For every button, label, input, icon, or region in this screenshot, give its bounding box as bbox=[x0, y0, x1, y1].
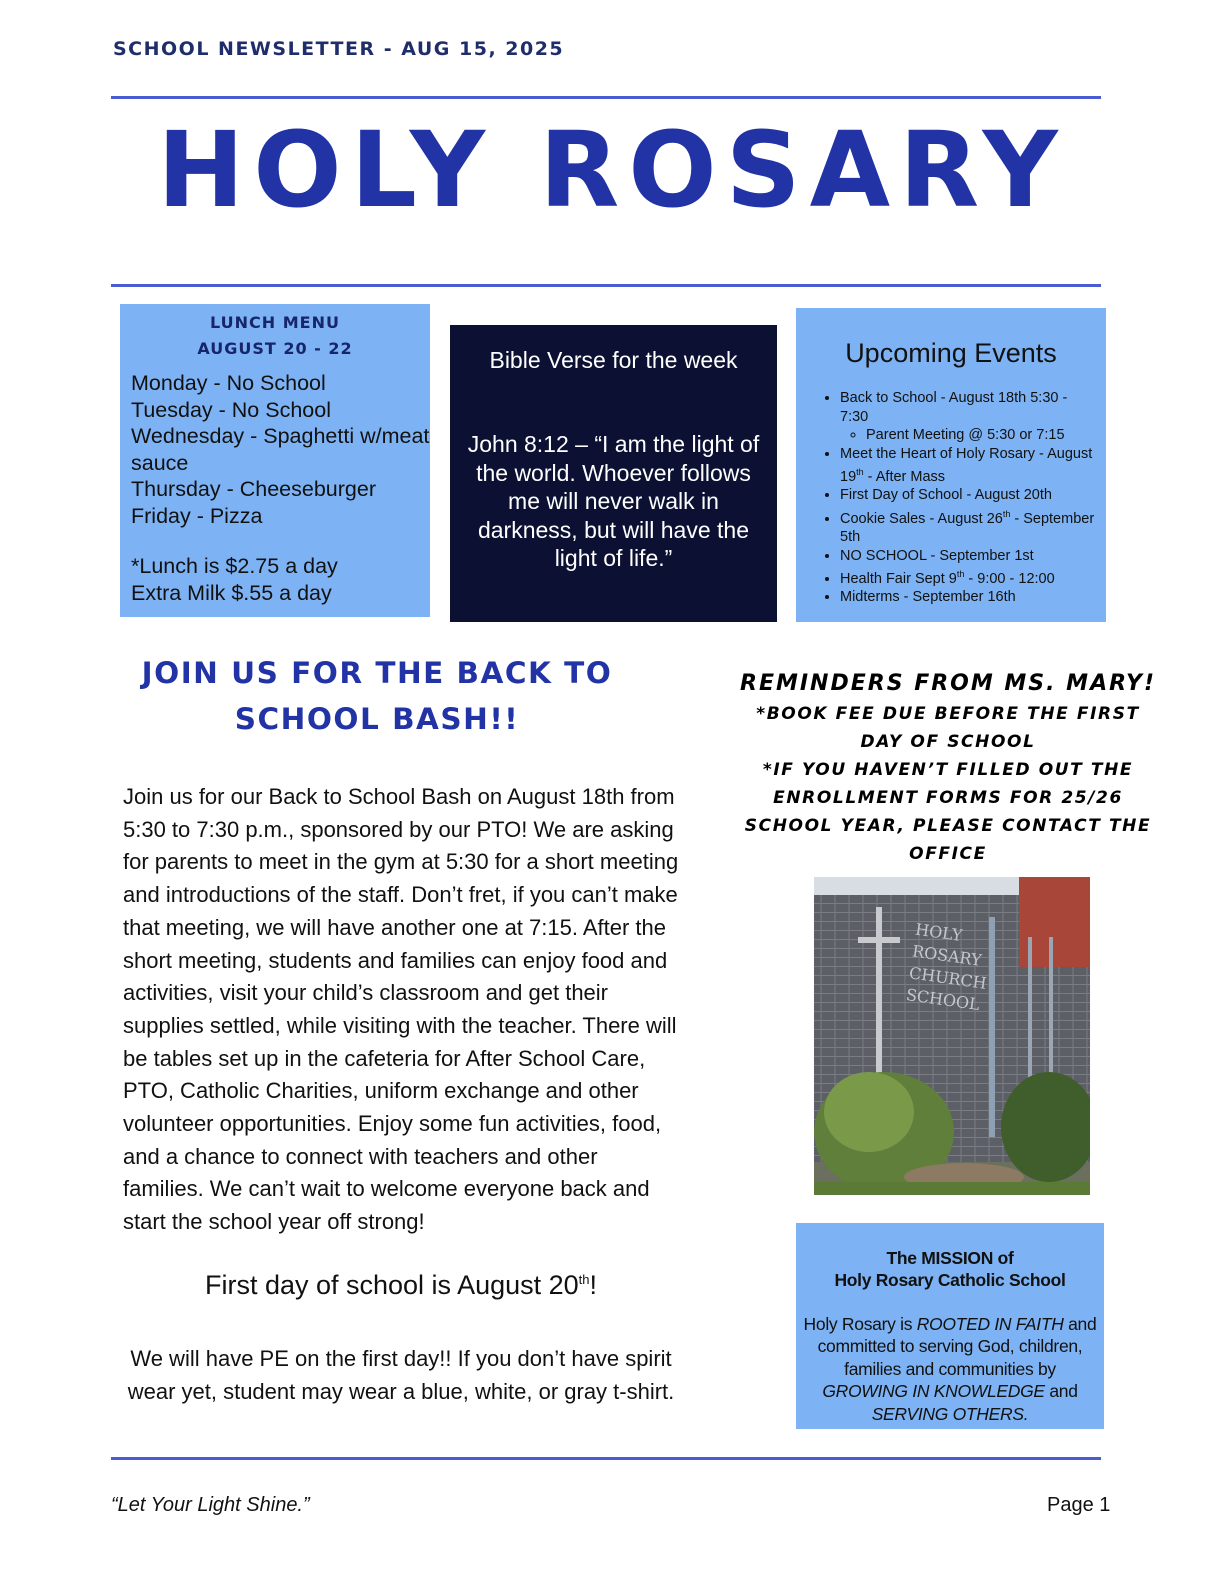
page-number: Page 1 bbox=[1047, 1494, 1111, 1516]
milk-price-note: Extra Milk $.55 a day bbox=[131, 580, 332, 605]
event-item: • First Day of School - August 20th bbox=[840, 486, 1098, 505]
first-day-note: First day of school is August 20th! bbox=[204, 1270, 598, 1300]
lunch-item: sauce bbox=[131, 450, 189, 475]
events-list bbox=[840, 389, 1098, 607]
sign-text: HOLY bbox=[914, 919, 964, 946]
mission-title: The MISSION of bbox=[886, 1248, 1014, 1268]
title-divider bbox=[111, 284, 1101, 287]
lunch-menu-heading: LUNCH MENU bbox=[210, 313, 340, 332]
lunch-item: Thursday - Cheeseburger bbox=[131, 477, 376, 501]
bible-verse-heading: Bible Verse for the week bbox=[489, 347, 738, 373]
article-heading: JOIN US FOR THE BACK TO SCHOOL BASH!! bbox=[141, 656, 613, 736]
reminder-book-fee: *BOOK FEE DUE BEFORE THE FIRST DAY OF SCHOOL bbox=[756, 704, 1140, 752]
footer-divider bbox=[111, 1457, 1101, 1460]
sign-text: ROSARY bbox=[911, 941, 983, 970]
mission-statement: Holy Rosary is ROOTED IN FAITH and committed to serving God, children, families and communities by GROWING IN KNOWLEDGE and SERVING OTHERS. bbox=[803, 1314, 1097, 1424]
bible-verse-text: John 8:12 – “I am the light of the world. Whoever follows me will never walk in darkness, but will have the light of life.” bbox=[467, 431, 760, 571]
lunch-menu-box bbox=[120, 304, 430, 617]
upcoming-events-heading: Upcoming Events bbox=[845, 338, 1057, 368]
page-title: HOLY ROSARY bbox=[157, 109, 1067, 231]
mission-school-name: Holy Rosary Catholic School bbox=[834, 1270, 1066, 1290]
article-body: Join us for our Back to School Bash on August 18th from 5:30 to 7:30 p.m., sponsored by our PTO! We are asking for parents to meet in the gym at 5:30 for a short meeting and introductions of the staff. Don’t fret, if you can’t make that meeting, we will have another one at 7:15. After the short meeting, students and families can enjoy food and activities, visit your child’s classroom and get their supplies settled, while visiting with the teacher. There will be tables set up in the cafeteria for After School Care, PTO, Catholic Charities, uniform exchange and other volunteer opportunities. Enjoy some fun activities, food, and a chance to connect with teachers and other families. We can’t wait to welcome everyone back and start the school year off strong! bbox=[123, 784, 679, 1235]
event-item: • Back to School - August 18th 5:30 - 7:30 ◦ Parent Meeting @ 5:30 or 7:15 bbox=[840, 389, 1098, 445]
event-subitem: ◦ Parent Meeting @ 5:30 or 7:15 bbox=[866, 426, 1098, 445]
upcoming-events-box bbox=[796, 308, 1106, 622]
pe-note: We will have PE on the first day!! If you don’t have spirit wear yet, student may wear a blue, white, or gray t-shirt. bbox=[127, 1346, 675, 1404]
mission-box bbox=[796, 1223, 1104, 1429]
lunch-item: Tuesday - No School bbox=[131, 397, 331, 422]
lunch-menu-dates: AUGUST 20 - 22 bbox=[197, 339, 353, 358]
lunch-item: Wednesday - Spaghetti w/meat bbox=[131, 424, 430, 448]
lunch-item: Monday - No School bbox=[131, 371, 326, 395]
top-divider bbox=[111, 96, 1101, 99]
event-item: • NO SCHOOL - September 1st bbox=[840, 547, 1098, 566]
footer-quote: “Let Your Light Shine.” bbox=[111, 1494, 310, 1516]
event-item: • Meet the Heart of Holy Rosary - August 19th - After Mass bbox=[840, 445, 1098, 487]
newsletter-date-header: SCHOOL NEWSLETTER - AUG 15, 2025 bbox=[113, 38, 565, 60]
school-building-photo bbox=[814, 877, 1090, 1195]
event-item: • Cookie Sales - August 26th - September 5th bbox=[840, 505, 1098, 547]
event-item: • Health Fair Sept 9th - 9:00 - 12:00 bbox=[840, 565, 1098, 588]
lunch-price-note: *Lunch is $2.75 a day bbox=[131, 554, 338, 578]
reminder-enrollment: *IF YOU HAVEN’T FILLED OUT THE ENROLLMENT FORMS FOR 25/26 SCHOOL YEAR, PLEASE CONTACT THE OFFICE bbox=[744, 760, 1152, 864]
bible-verse-box bbox=[450, 325, 777, 622]
sign-text: SCHOOL bbox=[904, 985, 981, 1015]
reminders-title: REMINDERS FROM MS. MARY! bbox=[740, 671, 1156, 696]
lunch-menu-list bbox=[131, 370, 430, 529]
lunch-item: Friday - Pizza bbox=[131, 503, 263, 528]
sign-text: CHURCH bbox=[907, 963, 988, 993]
event-item: • Midterms - September 16th bbox=[840, 588, 1098, 607]
reminders-section bbox=[740, 668, 1156, 868]
